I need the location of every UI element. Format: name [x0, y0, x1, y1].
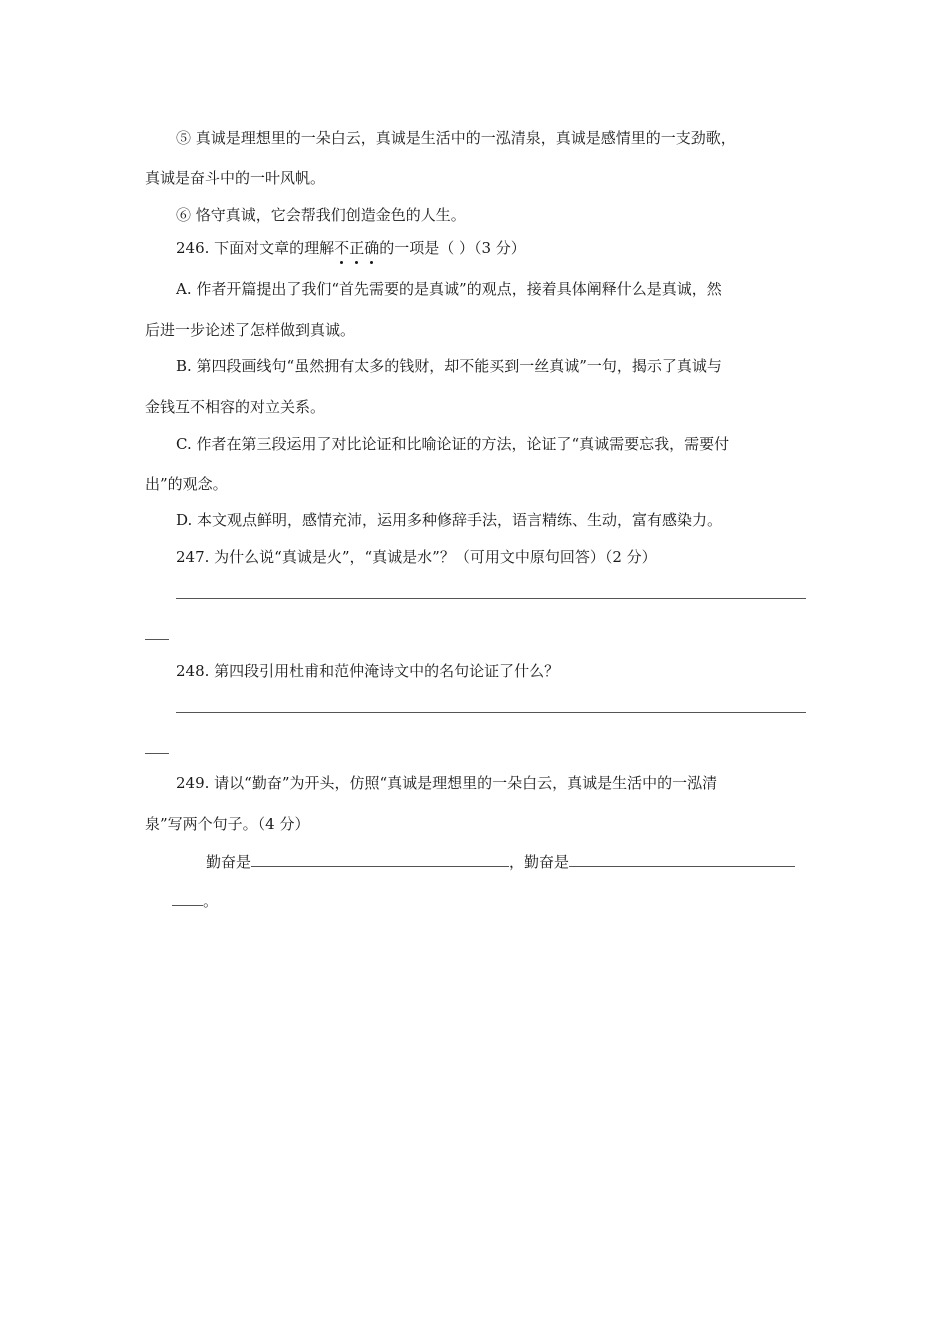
passage-paragraph-6: ⑥ 恪守真诚，它会帮我们创造金色的人生。: [176, 206, 466, 224]
fill-blank-1[interactable]: [251, 850, 509, 867]
question-249-line-1: 249. 请以“勤奋”为开头，仿照“真诚是理想里的一朵白云，真诚是生活中的一泓清: [176, 774, 718, 792]
fill-blank-2-continuation[interactable]: [172, 889, 203, 906]
option-c-line-2: 出”的观念。: [145, 475, 228, 493]
question-249-line-2: 泉”写两个句子。（4 分）: [145, 815, 310, 833]
option-b-line-1: B. 第四段画线句“虽然拥有太多的钱财，却不能买到一丝真诚”一句，揭示了真诚与: [176, 357, 722, 375]
option-d: D. 本文观点鲜明，感情充沛，运用多种修辞手法，语言精练、生动，富有感染力。: [176, 511, 723, 529]
question-246-stem: [176, 238, 526, 258]
question-246-suffix: 的一项是（ ）（3 分）: [379, 239, 526, 257]
question-249-fill-row: [206, 850, 795, 872]
option-a-line-2: 后进一步论述了怎样做到真诚。: [145, 321, 356, 339]
question-246-prefix: 246. 下面对文章的理解: [176, 239, 335, 257]
answer-line-248[interactable]: [176, 712, 806, 713]
fill-prefix-2: ，勤奋是: [509, 853, 570, 871]
fill-blank-2[interactable]: [569, 850, 795, 867]
answer-line-248-continuation[interactable]: [145, 753, 169, 754]
question-247: 247. 为什么说“真诚是火”，“真诚是水”？（可用文中原句回答）（2 分）: [176, 548, 657, 566]
emphasis-char-3: 确: [364, 239, 380, 257]
passage-paragraph-5-line-1: ⑤ 真诚是理想里的一朵白云，真诚是生活中的一泓清泉，真诚是感情里的一支劲歌，: [176, 129, 736, 147]
answer-line-247-continuation[interactable]: [145, 639, 169, 640]
option-a-line-1: A. 作者开篇提出了我们“首先需要的是真诚”的观点，接着具体阐释什么是真诚，然: [176, 280, 722, 298]
option-b-line-2: 金钱互不相容的对立关系。: [145, 398, 326, 416]
question-248: 248. 第四段引用杜甫和范仲淹诗文中的名句论证了什么？: [176, 662, 560, 680]
answer-line-247[interactable]: [176, 598, 806, 599]
emphasis-char-1: 不: [334, 239, 350, 257]
option-c-line-1: C. 作者在第三段运用了对比论证和比喻论证的方法，论证了“真诚需要忘我，需要付: [176, 435, 730, 453]
fill-prefix-1: 勤奋是: [206, 853, 252, 871]
question-249-fill-end-row: [172, 889, 218, 911]
fill-end-mark: 。: [203, 892, 219, 910]
emphasis-char-2: 正: [349, 239, 365, 257]
passage-paragraph-5-line-2: 真诚是奋斗中的一叶风帆。: [145, 169, 326, 187]
